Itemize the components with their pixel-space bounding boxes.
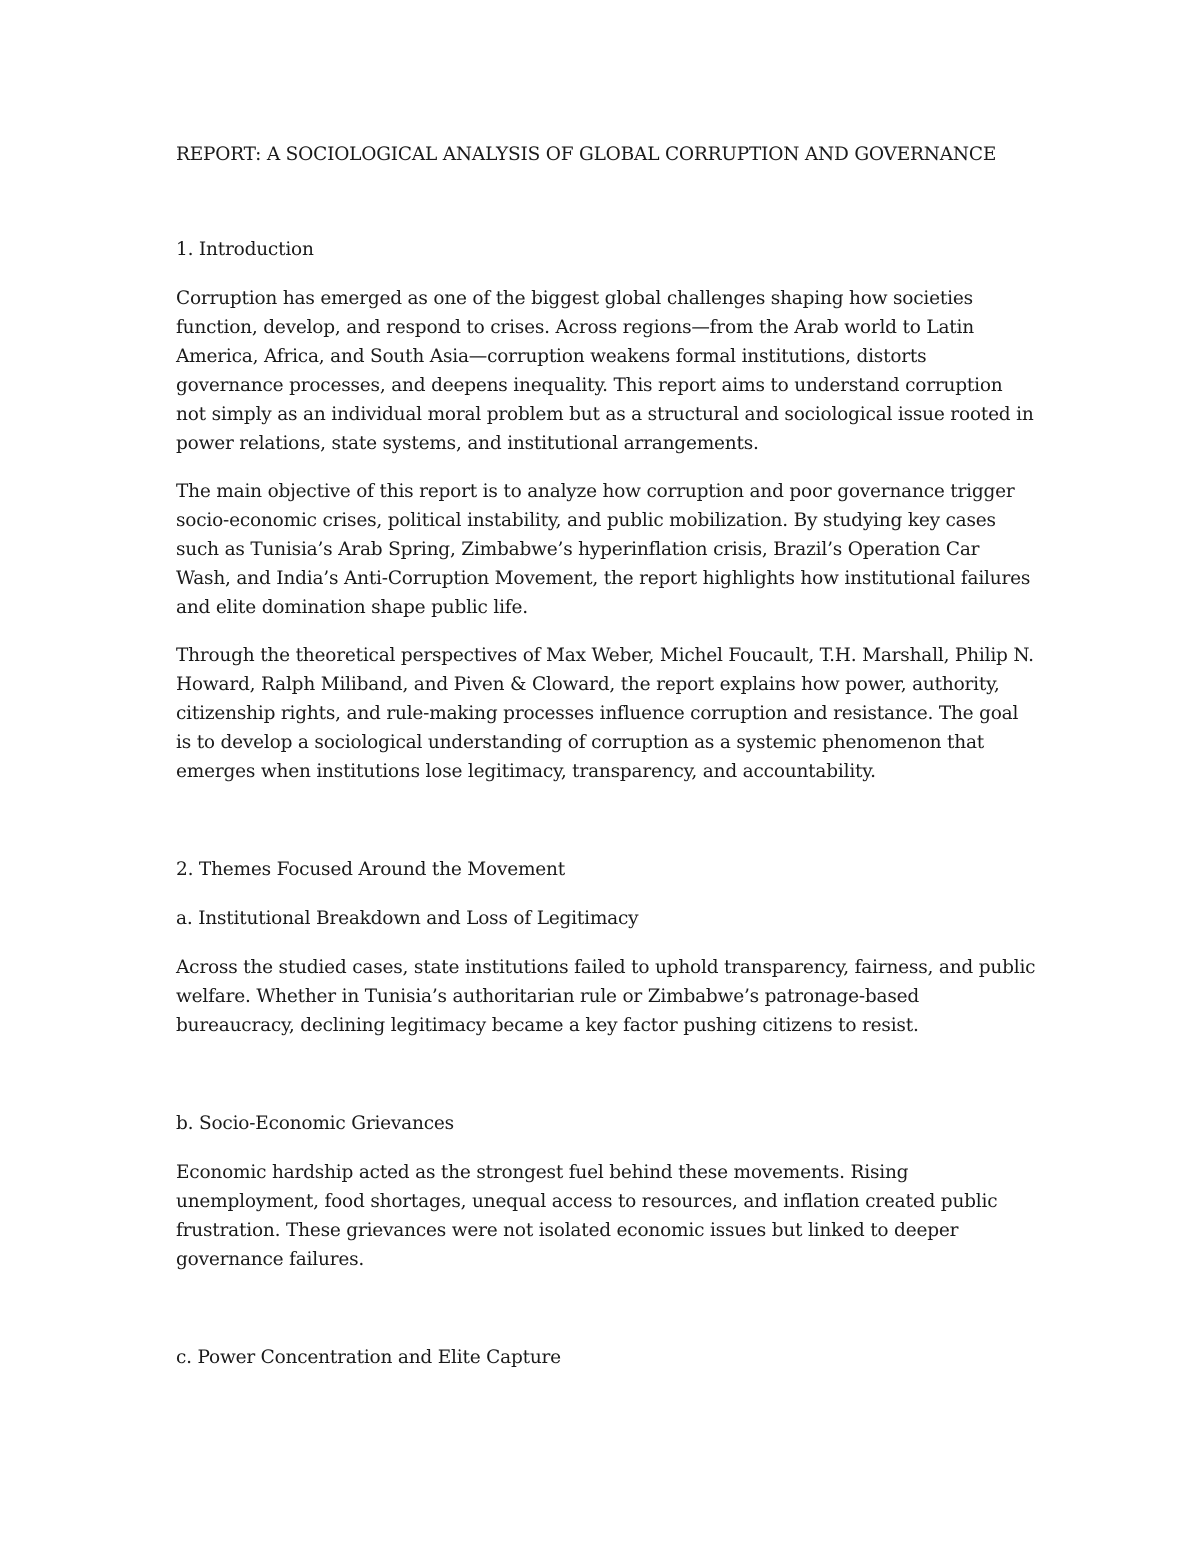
- section-heading-introduction: 1. Introduction: [176, 239, 314, 260]
- intro-paragraph-2: The main objective of this report is to analyze how corruption and poor governance trigger socio-economic crises, political instability, and public mobilization. By studying key cases such as Tunisia’s Arab Spring, Zimbabwe’s hyperinflation crisis, Brazil’s Operation Car Wash, and India’s Anti-Corruption Movement, the report highlights how institutional failures and elite domination shape public life.: [176, 481, 1031, 618]
- report-title: REPORT: A SOCIOLOGICAL ANALYSIS OF GLOBAL CORRUPTION AND GOVERNANCE: [176, 144, 997, 165]
- document-body: [176, 140, 1036, 1372]
- section-heading-themes: 2. Themes Focused Around the Movement: [176, 859, 565, 880]
- subsection-heading-power-concentration: c. Power Concentration and Elite Capture: [176, 1347, 561, 1368]
- subsection-heading-institutional-breakdown: a. Institutional Breakdown and Loss of Legitimacy: [176, 908, 639, 929]
- institutional-breakdown-paragraph: Across the studied cases, state institutions failed to uphold transparency, fairness, and public welfare. Whether in Tunisia’s authoritarian rule or Zimbabwe’s patronage-based bureaucracy, declining legitimacy became a key factor pushing citizens to resist.: [176, 957, 1036, 1036]
- intro-paragraph-1: Corruption has emerged as one of the biggest global challenges shaping how societies function, develop, and respond to crises. Across regions—from the Arab world to Latin America, Africa, and South Asia—corruption weakens formal institutions, distorts governance processes, and deepens inequality. This report aims to understand corruption not simply as an individual moral problem but as a structural and sociological issue rooted in power relations, state systems, and institutional arrangements.: [176, 288, 1034, 454]
- socio-economic-paragraph: Economic hardship acted as the strongest fuel behind these movements. Rising unemployment, food shortages, unequal access to resources, and inflation created public frustration. These grievances were not isolated economic issues but linked to deeper governance failures.: [176, 1162, 998, 1270]
- subsection-heading-socio-economic: b. Socio-Economic Grievances: [176, 1113, 454, 1134]
- intro-paragraph-3: Through the theoretical perspectives of Max Weber, Michel Foucault, T.H. Marshall, Philip N. Howard, Ralph Miliband, and Piven & Cloward, the report explains how power, authority, citizenship rights, and rule-making processes influence corruption and resistance. The goal is to develop a sociological understanding of corruption as a systemic phenomenon that emerges when institutions lose legitimacy, transparency, and accountability.: [176, 645, 1034, 782]
